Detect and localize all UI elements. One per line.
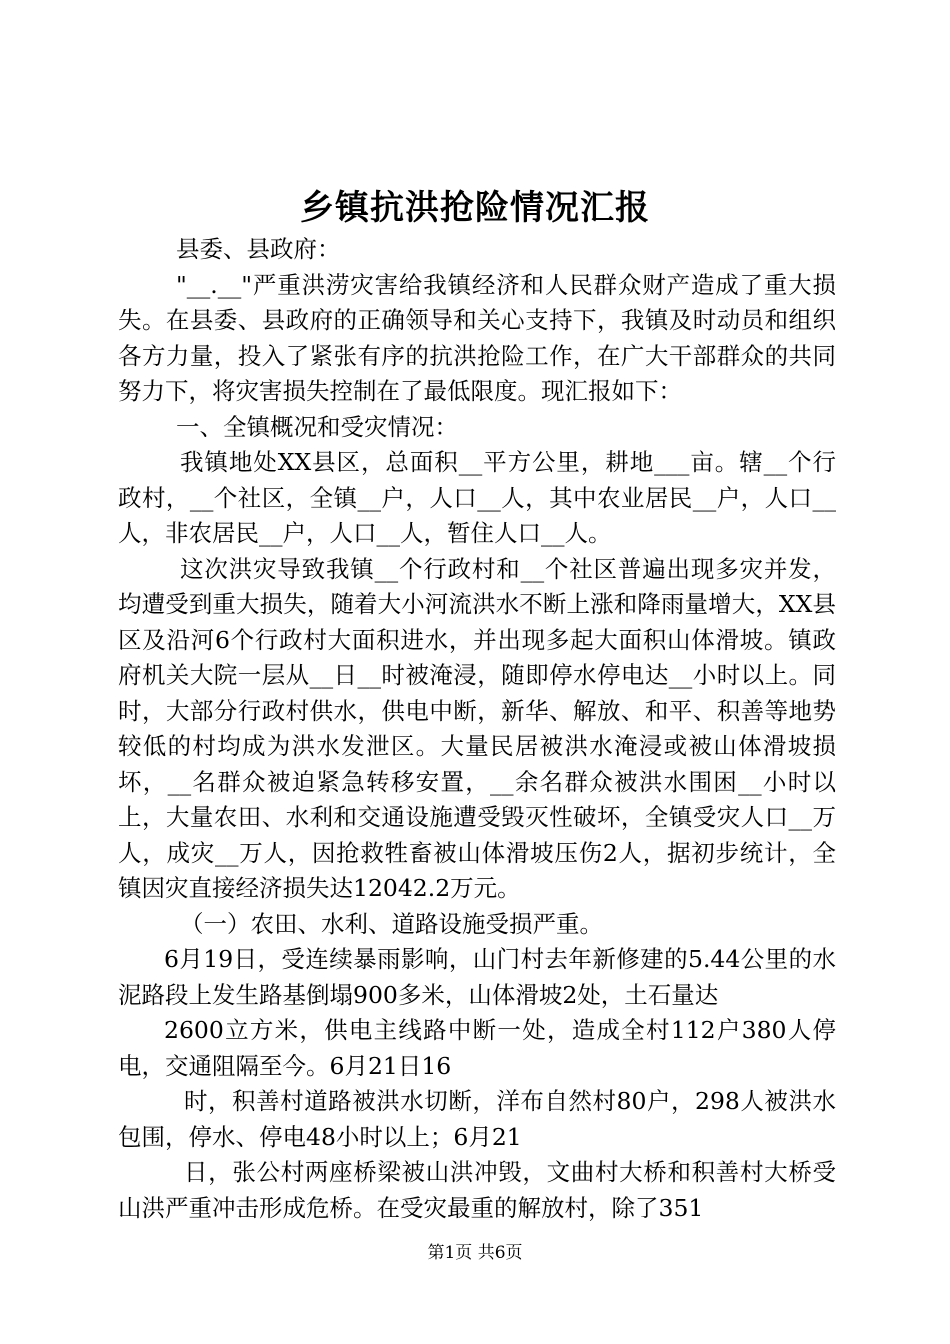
damage-paragraph-2: 2600立方米，供电主线路中断一处，造成全村112户380人停电，交通阻隔至今。6月21日16 [118,1016,836,1080]
damage-paragraph-3: 时，积善村道路被洪水切断，洋布自然村80户，298人被洪水包围，停水、停电48小时以上；6月21 [118,1087,836,1151]
document-title: 乡镇抗洪抢险情况汇报 [300,188,650,228]
salutation: 县委、县政府： [176,235,341,263]
subsection-heading: （一）农田、水利、道路设施受损严重。 [180,909,603,938]
damage-paragraph-1: 6月19日，受连续暴雨影响，山门村去年新修建的5.44公里的水泥路段上发生路基倒塌900多米，山体滑坡2处，土石量达 [118,945,836,1009]
overview-paragraph: 我镇地处XX县区，总面积__平方公里，耕地___亩。辖__个行政村，__个社区，全镇__户，人口__人，其中农业居民__户，人口__人，非农居民__户，人口__人，暂住人口__人。 [118,448,836,547]
intro-paragraph: "__.__"严重洪涝灾害给我镇经济和人民群众财产造成了重大损失。在县委、县政府的正确领导和关心支持下，我镇及时动员和组织各方力量，投入了紧张有序的抗洪抢险工作，在广大干部群众的共同努力下，将灾害损失控制在了最低限度。现汇报如下： [118,270,836,405]
page-footer: 第1页 共6页 [427,1243,523,1263]
section-heading: 一、全镇概况和受灾情况： [176,412,458,441]
disaster-paragraph: 这次洪灾导致我镇__个行政村和__个社区普遍出现多灾并发，均遭受到重大损失，随着大小河流洪水不断上涨和降雨量增大，XX县区及沿河6个行政村大面积进水，并出现多起大面积山体滑坡。镇政府机关大院一层从__日__时被淹浸，随即停水停电达__小时以上。同时，大部分行政村供水，供电中断，新华、解放、和平、积善等地势较低的村均成为洪水发泄区。大量民居被洪水淹浸或被山体滑坡损坏，__名群众被迫紧急转移安置，__余名群众被洪水围困__小时以上，大量农田、水利和交通设施遭受毁灭性破坏，全镇受灾人口__万人，成灾__万人，因抢救牲畜被山体滑坡压伤2人，据初步统计，全镇因灾直接经济损失达12042.2万元。 [118,554,836,902]
document-body [118,232,836,1226]
damage-paragraph-4: 日，张公村两座桥梁被山洪冲毁，文曲村大桥和积善村大桥受山洪严重冲击形成危桥。在受灾最重的解放村，除了351 [118,1158,836,1222]
